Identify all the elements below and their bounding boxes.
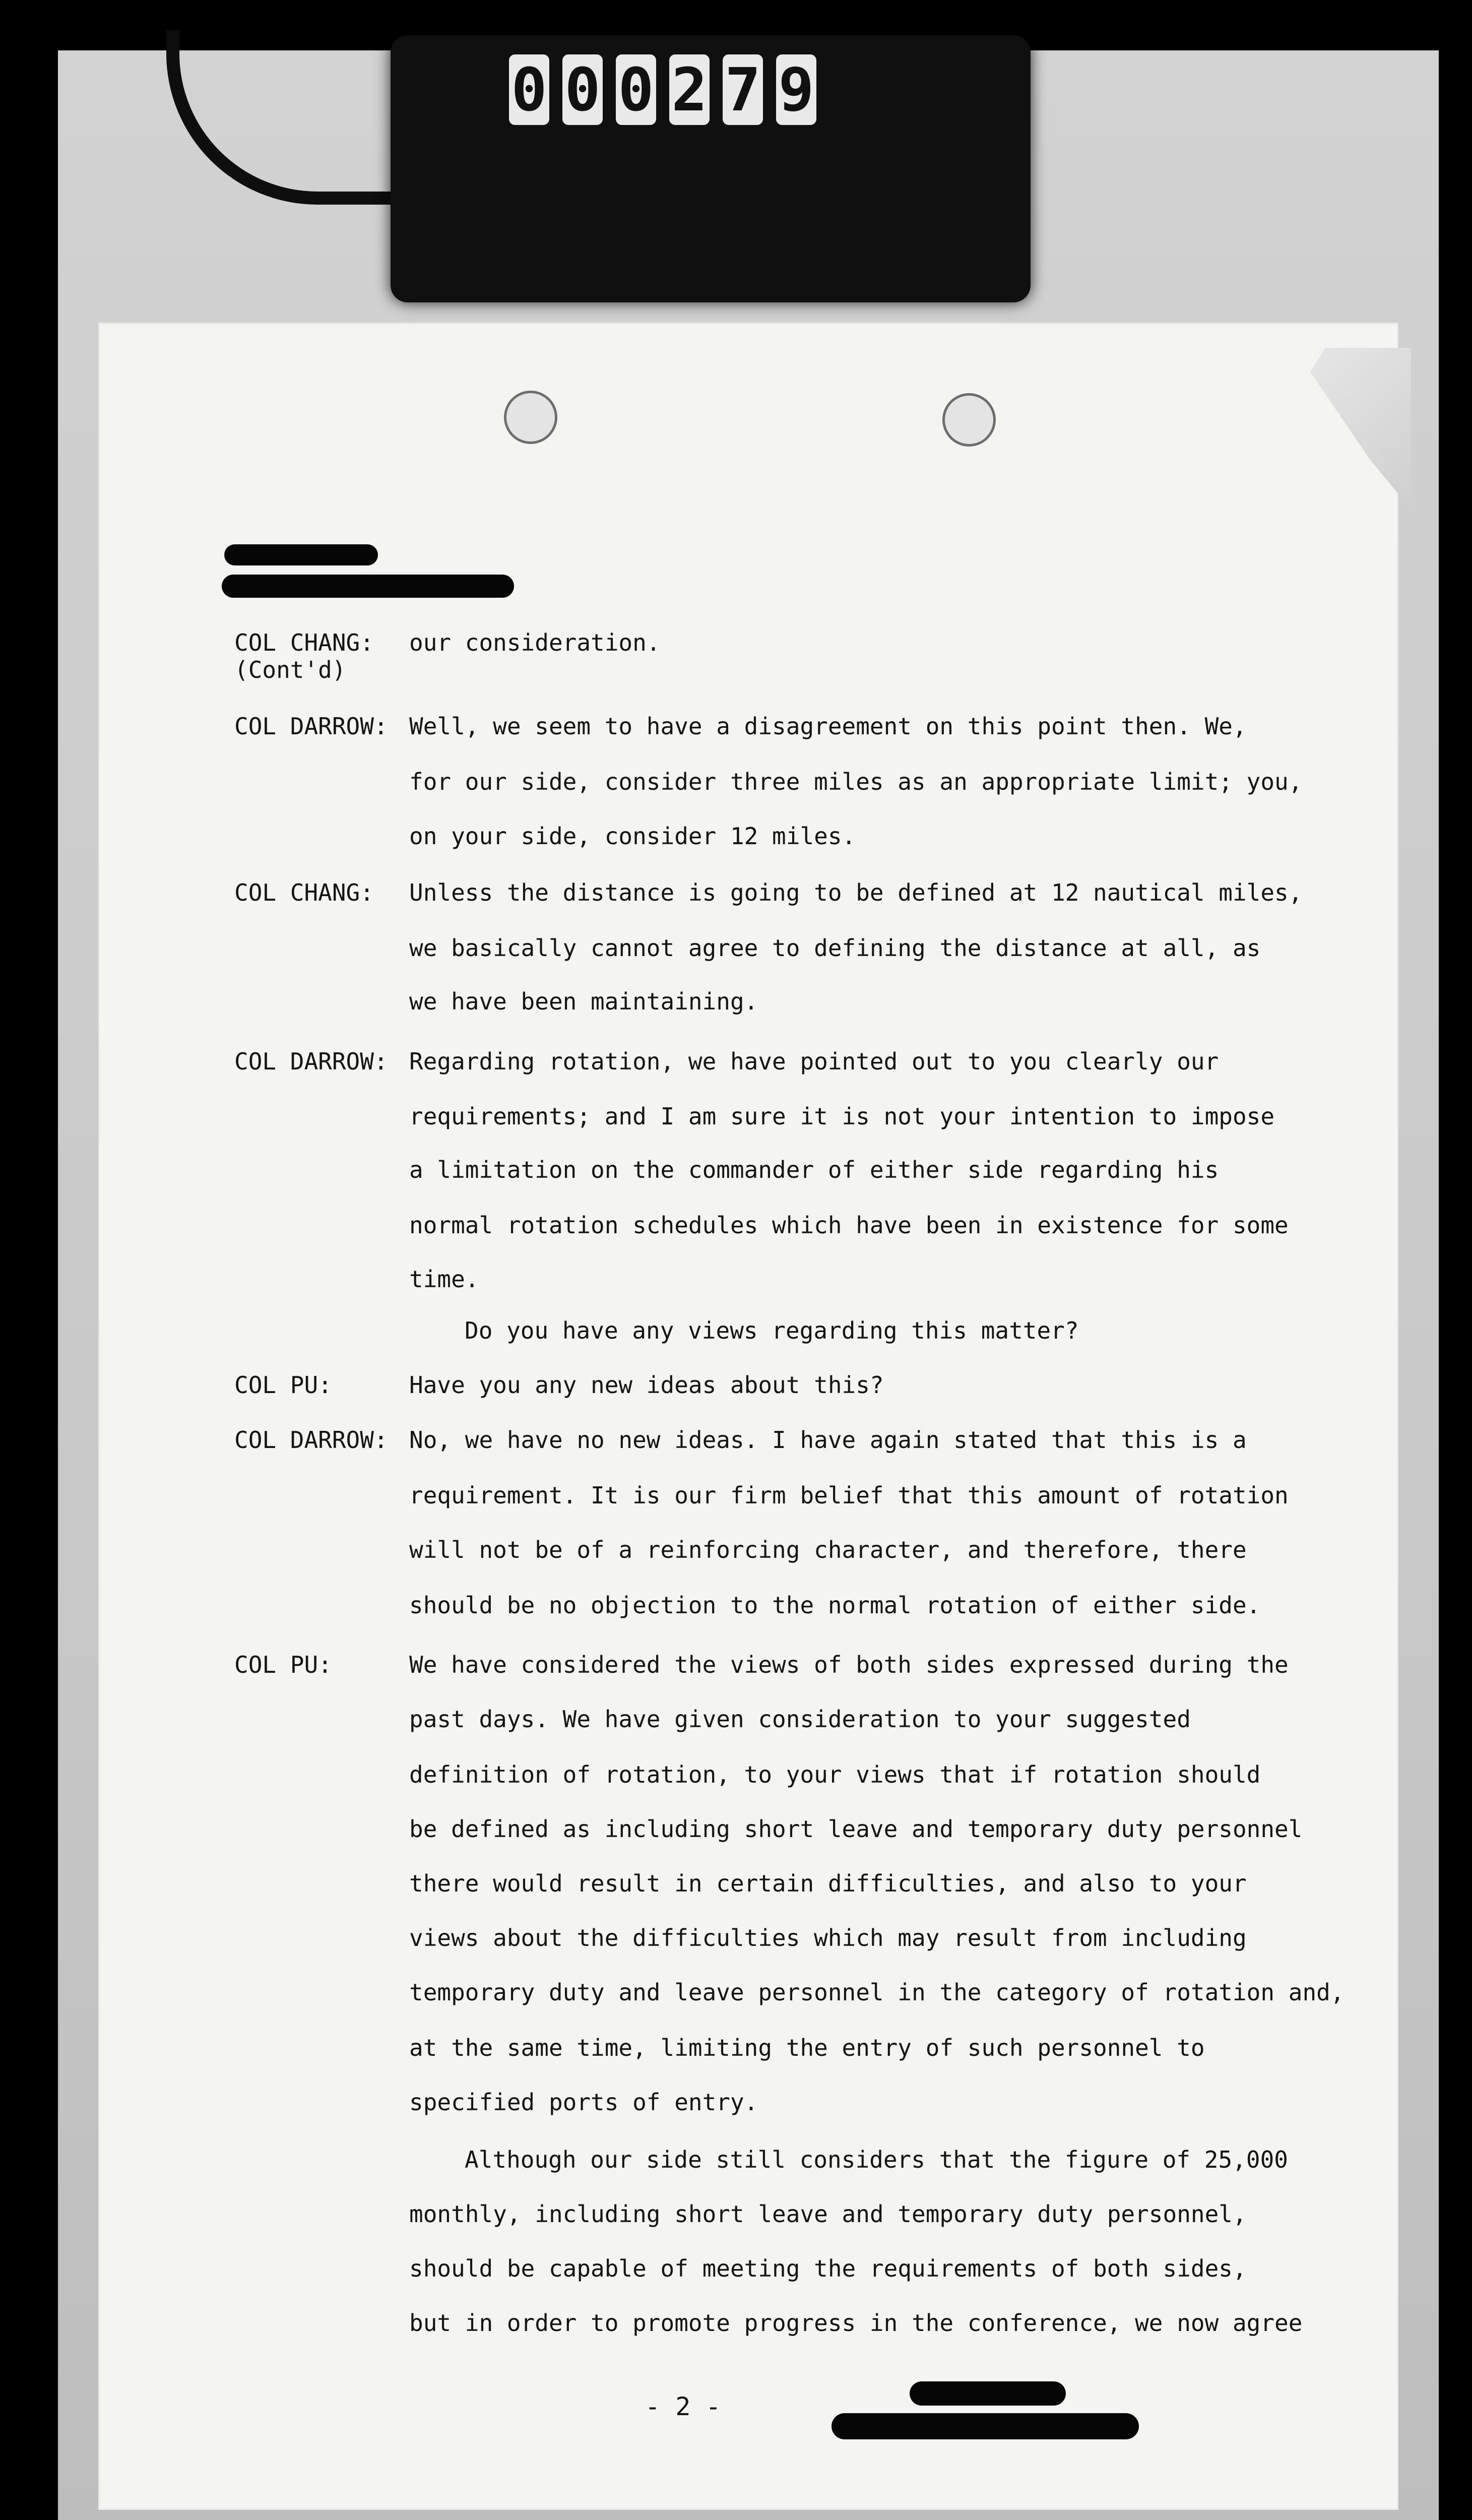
- frame-counter: [509, 54, 816, 125]
- punch-hole: [504, 391, 557, 444]
- speaker-label-darrow: COL DARROW:: [234, 1048, 388, 1075]
- transcript-line: Regarding rotation, we have pointed out to you clearly our: [409, 1048, 1219, 1075]
- redaction-bar-header: [222, 575, 514, 598]
- transcript-line: will not be of a reinforcing character, and therefore, there: [409, 1536, 1247, 1563]
- redaction-bar-footer: [910, 2381, 1066, 2406]
- page-number: - 2 -: [645, 2392, 721, 2421]
- transcript-line: requirements; and I am sure it is not your intention to impose: [409, 1103, 1275, 1130]
- transcript-line: we have been maintaining.: [409, 988, 758, 1015]
- frame-counter-digit: 7: [723, 54, 763, 125]
- transcript-line: temporary duty and leave personnel in the category of rotation and,: [409, 1979, 1345, 2006]
- redaction-bar-classification: [224, 544, 378, 565]
- speaker-label-darrow: COL DARROW:: [234, 1426, 388, 1454]
- transcript-line: requirement. It is our firm belief that this amount of rotation: [409, 1482, 1289, 1509]
- transcript-line: should be capable of meeting the requirements of both sides,: [409, 2255, 1247, 2282]
- transcript-line: on your side, consider 12 miles.: [409, 823, 856, 850]
- transcript-line: views about the difficulties which may result from including: [409, 1924, 1247, 1951]
- transcript-line: specified ports of entry.: [409, 2089, 758, 2116]
- transcript-line: monthly, including short leave and temporary duty personnel,: [409, 2200, 1247, 2228]
- transcript-line: Have you any new ideas about this?: [409, 1371, 884, 1399]
- speaker-label-pu: COL PU:: [234, 1371, 332, 1399]
- transcript-line: be defined as including short leave and temporary duty personnel: [409, 1815, 1303, 1843]
- frame-counter-digit: 9: [776, 54, 816, 125]
- transcript-line: past days. We have given consideration to your suggested: [409, 1706, 1191, 1733]
- transcript-line: but in order to promote progress in the conference, we now agree: [409, 2309, 1303, 2337]
- transcript-line: there would result in certain difficulties, and also to your: [409, 1870, 1247, 1897]
- punch-hole: [942, 393, 996, 447]
- transcript-line: Do you have any views regarding this matter?: [465, 1317, 1079, 1344]
- transcript-line: our consideration.: [409, 629, 661, 656]
- frame-counter-digit: 0: [616, 54, 656, 125]
- speaker-label-darrow: COL DARROW:: [234, 713, 388, 740]
- transcript-line: Well, we seem to have a disagreement on this point then. We,: [409, 713, 1247, 740]
- transcript-line: normal rotation schedules which have been in existence for some: [409, 1212, 1289, 1239]
- transcript-line: a limitation on the commander of either side regarding his: [409, 1156, 1219, 1183]
- transcript-line: we basically cannot agree to defining the distance at all, as: [409, 934, 1261, 962]
- redaction-bar-footer: [831, 2413, 1139, 2439]
- transcript-line: should be no objection to the normal rotation of either side.: [409, 1592, 1261, 1619]
- speaker-contd-label: (Cont'd): [234, 656, 346, 683]
- transcript-line: for our side, consider three miles as an appropriate limit; you,: [409, 768, 1303, 795]
- frame-counter-digit: 2: [669, 54, 710, 125]
- speaker-label-pu: COL PU:: [234, 1651, 332, 1678]
- transcript-line: We have considered the views of both sides expressed during the: [409, 1651, 1289, 1678]
- frame-counter-digit: 0: [509, 54, 549, 125]
- transcript-line: definition of rotation, to your views that if rotation should: [409, 1761, 1261, 1788]
- transcript-line: Although our side still considers that the figure of 25,000: [465, 2146, 1288, 2173]
- transcript-line: No, we have no new ideas. I have again stated that this is a: [409, 1426, 1247, 1454]
- frame-counter-digit: 0: [562, 54, 603, 125]
- speaker-label-chang: COL CHANG:: [234, 629, 374, 656]
- speaker-label-chang: COL CHANG:: [234, 879, 374, 906]
- transcript-line: time.: [409, 1266, 479, 1293]
- transcript-line: Unless the distance is going to be defined at 12 nautical miles,: [409, 879, 1303, 906]
- transcript-line: at the same time, limiting the entry of such personnel to: [409, 2034, 1205, 2061]
